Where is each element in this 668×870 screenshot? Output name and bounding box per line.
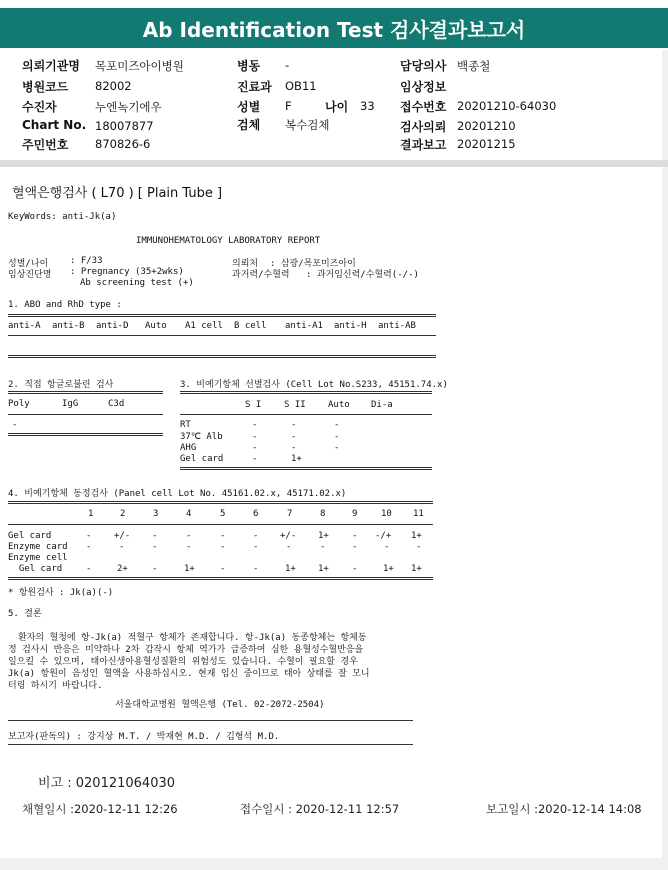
conclusion-line: 정 검사시 반응은 미약하나 2차 감작시 항체 역가가 급증하여 심한 용혈성수혈반응을	[8, 645, 364, 655]
panel-cell: -	[119, 542, 125, 552]
history-label: 과거력/수혈력	[232, 270, 290, 280]
value-chart-no: 18007877	[95, 119, 154, 133]
value-resident-no: 870826-6	[95, 137, 151, 151]
note: 비고 : 020121064030	[38, 776, 176, 791]
panel-cell: 1+	[285, 564, 296, 574]
dat-col-c3d: C3d	[108, 399, 125, 409]
conclusion-line: 터링 하시기 바랍니다.	[8, 681, 103, 691]
report-datetime: 보고일시 :2020-12-14 14:08	[486, 802, 642, 816]
screen-cell: -	[252, 454, 258, 464]
screen-cell: -	[334, 432, 340, 442]
abo-col: B cell	[234, 321, 267, 331]
dat-rule-mid	[8, 414, 163, 415]
panel-num: 11	[413, 509, 424, 519]
abo-col: Auto	[145, 321, 167, 331]
value-ward: -	[285, 58, 290, 72]
value-patient: 누엔녹기에우	[95, 100, 162, 114]
label-age: 나이	[325, 100, 349, 114]
abo-col: anti-A1	[285, 321, 323, 331]
requester-label: 의뢰처	[232, 259, 259, 269]
label-department: 진료과	[237, 80, 272, 94]
value-institution: 목포미즈아이병원	[95, 59, 184, 73]
panel-rule-mid	[8, 524, 433, 525]
panel-cell: -	[320, 542, 326, 552]
screen-cell: -	[252, 432, 258, 442]
panel-cell: -	[86, 542, 92, 552]
abo-col: anti-B	[52, 321, 85, 331]
screen-row-label: 37℃ Alb	[180, 432, 223, 442]
value-hospital-code: 82002	[95, 79, 132, 93]
screen-rule-bottom	[180, 467, 432, 470]
panel-num: 6	[253, 509, 259, 519]
panel-num: 10	[381, 509, 392, 519]
conclusion-line: 환자의 혈청에 항-Jk(a) 적혈구 항체가 존재합니다. 항-Jk(a) 동종항체는 항체동	[18, 633, 367, 643]
abo-rule-top	[8, 314, 436, 317]
dat-rule-top	[8, 391, 163, 394]
history: : 과거임신력/수혈력(-/-)	[306, 270, 419, 280]
screen-col: Di-a	[371, 400, 393, 410]
screen-cell: -	[291, 420, 297, 430]
panel-cell: -	[220, 542, 226, 552]
screen-cell: -	[334, 443, 340, 453]
report-title: Ab Identification Test 검사결과보고서	[142, 17, 526, 42]
panel-cell: -	[253, 564, 259, 574]
page-edge-bottom	[0, 858, 668, 870]
panel-cell: -	[352, 531, 358, 541]
page-edge-right	[662, 50, 668, 870]
panel-cell: 1+	[411, 531, 422, 541]
abo-heading: 1. ABO and RhD type :	[8, 300, 122, 310]
panel-cell: +/-	[280, 531, 297, 541]
screen-row-label: AHG	[180, 443, 197, 453]
panel-cell: -	[416, 542, 422, 552]
screen-cell: 1+	[291, 454, 302, 464]
screen-cell: -	[334, 420, 340, 430]
screen-cell: -	[252, 420, 258, 430]
screen-rule-top	[180, 391, 432, 394]
receipt-datetime: 접수일시 : 2020-12-11 12:57	[240, 802, 400, 816]
abo-col: anti-A	[8, 321, 41, 331]
screen-col: S I	[245, 400, 262, 410]
blood-bank-contact: 서울대학교병원 혈액은행 (Tel. 02-2072-2504)	[115, 700, 325, 710]
panel-num: 5	[220, 509, 226, 519]
label-clinical-info: 임상정보	[400, 80, 447, 94]
screen-col: Auto	[328, 400, 350, 410]
panel-cell: -	[220, 564, 226, 574]
panel-num: 7	[287, 509, 293, 519]
screen-cell: -	[252, 443, 258, 453]
antigen-result: * 항원검사 : Jk(a)(-)	[8, 588, 114, 598]
report-title-bar	[0, 8, 668, 48]
reporter: 보고자(판독의) : 강지상 M.T. / 박재현 M.D. / 김형석 M.D.	[8, 732, 280, 742]
panel-cell: 1+	[383, 564, 394, 574]
panel-cell: -	[220, 531, 226, 541]
section-title: 혈액은행검사 ( L70 ) [ Plain Tube ]	[12, 186, 223, 201]
panel-num: 2	[120, 509, 126, 519]
panel-cell: -	[86, 564, 92, 574]
dat-col-poly: Poly	[8, 399, 30, 409]
patient-sex-age-label: 성별/나이	[8, 259, 49, 269]
label-resident-no: 주민번호	[22, 138, 69, 152]
label-report-date: 결과보고	[400, 138, 447, 152]
panel-cell: 2+	[117, 564, 128, 574]
panel-num: 1	[88, 509, 94, 519]
panel-cell: -	[86, 531, 92, 541]
patient-sex-age: : F/33	[70, 256, 103, 266]
label-institution: 의뢰기관명	[22, 59, 80, 73]
conclusion-line: Jk(a) 항원이 음성인 혈액을 사용하십시오. 현재 임신 중이므로 태아 상태를 잘 모니	[8, 669, 370, 679]
panel-num: 4	[186, 509, 192, 519]
label-specimen: 검체	[237, 118, 261, 132]
value-request-date: 20201210	[457, 119, 516, 133]
panel-rule-top	[8, 501, 433, 504]
panel-cell: 1+	[318, 564, 329, 574]
value-specimen: 복수검체	[285, 118, 330, 132]
reporter-rule-bottom	[8, 744, 413, 745]
label-sex: 성별	[237, 100, 261, 114]
value-report-date: 20201215	[457, 137, 516, 151]
label-chart-no: Chart No.	[22, 118, 87, 132]
panel-cell: +/-	[114, 531, 131, 541]
abo-col: anti-AB	[378, 321, 416, 331]
label-hospital-code: 병원코드	[22, 80, 69, 94]
panel-cell: 1+	[411, 564, 422, 574]
abo-rule-mid	[8, 335, 436, 336]
label-doctor: 담당의사	[400, 59, 447, 73]
screen-cell: -	[291, 432, 297, 442]
lab-report-title: IMMUNOHEMATOLOGY LABORATORY REPORT	[136, 236, 321, 246]
panel-cell: -	[152, 531, 158, 541]
value-doctor: 백종철	[457, 59, 491, 73]
abo-col: anti-D	[96, 321, 129, 331]
panel-cell: -	[186, 531, 192, 541]
panel-cell: -	[152, 542, 158, 552]
panel-row-label: Enzyme card	[8, 542, 68, 552]
patient-dx-1: : Pregnancy (35+2wks)	[70, 267, 184, 277]
value-department: OB11	[285, 79, 317, 93]
abo-col: A1 cell	[185, 321, 223, 331]
panel-row-label: Gel card	[8, 531, 52, 541]
dat-heading: 2. 직접 항글로불린 검사	[8, 380, 114, 390]
value-age: 33	[360, 99, 375, 113]
collection-datetime: 채혈일시 :2020-12-11 12:26	[22, 802, 178, 816]
panel-row-label: Enzyme cell	[8, 553, 68, 563]
panel-num: 9	[352, 509, 358, 519]
label-patient: 수진자	[22, 100, 57, 114]
panel-cell: -	[352, 542, 358, 552]
dat-value: -	[12, 420, 18, 430]
panel-cell: -	[286, 542, 292, 552]
panel-cell: -	[186, 542, 192, 552]
panel-rule-bottom	[8, 577, 433, 580]
panel-cell: -/+	[375, 531, 392, 541]
screen-row-label: Gel card	[180, 454, 224, 464]
screen-cell: -	[291, 443, 297, 453]
label-request-date: 검사의뢰	[400, 120, 447, 134]
label-ward: 병동	[237, 59, 261, 73]
panel-cell: -	[384, 542, 390, 552]
screen-rule-mid	[180, 414, 432, 415]
dat-rule-bottom	[8, 433, 163, 436]
panel-num: 3	[153, 509, 159, 519]
panel-cell: -	[152, 564, 158, 574]
panel-heading: 4. 비예기항체 동정검사 (Panel cell Lot No. 45161.02.x, 45171.02.x)	[8, 489, 347, 499]
patient-dx-2: Ab screening test (+)	[80, 278, 194, 288]
value-accession-no: 20201210-64030	[457, 99, 557, 113]
panel-cell: -	[253, 531, 259, 541]
keywords: KeyWords: anti-Jk(a)	[8, 212, 117, 222]
panel-num: 8	[320, 509, 326, 519]
panel-cell: 1+	[318, 531, 329, 541]
requester: : 삼광/목포미즈아이	[270, 259, 356, 269]
panel-cell: -	[352, 564, 358, 574]
conclusion-line: 일으킬 수 있으며, 태아신생아용혈성질환의 위험성도 있습니다. 수혈이 필요할 경우	[8, 657, 358, 667]
header-divider	[0, 160, 668, 167]
conclusion-heading: 5. 결론	[8, 609, 42, 619]
label-accession-no: 접수번호	[400, 100, 447, 114]
value-sex: F	[285, 99, 292, 113]
patient-dx-label: 임상진단명	[8, 270, 52, 280]
panel-cell: 1+	[184, 564, 195, 574]
screen-row-label: RT	[180, 420, 191, 430]
screen-heading: 3. 비예기항체 선별검사 (Cell Lot No.S233, 45151.74.x)	[180, 380, 448, 390]
abo-col: anti-H	[334, 321, 367, 331]
abo-rule-bottom	[8, 355, 436, 358]
panel-cell: -	[253, 542, 259, 552]
screen-col: S II	[284, 400, 306, 410]
dat-col-igg: IgG	[62, 399, 79, 409]
reporter-rule-top	[8, 720, 413, 721]
panel-row-label: Gel card	[8, 564, 63, 574]
